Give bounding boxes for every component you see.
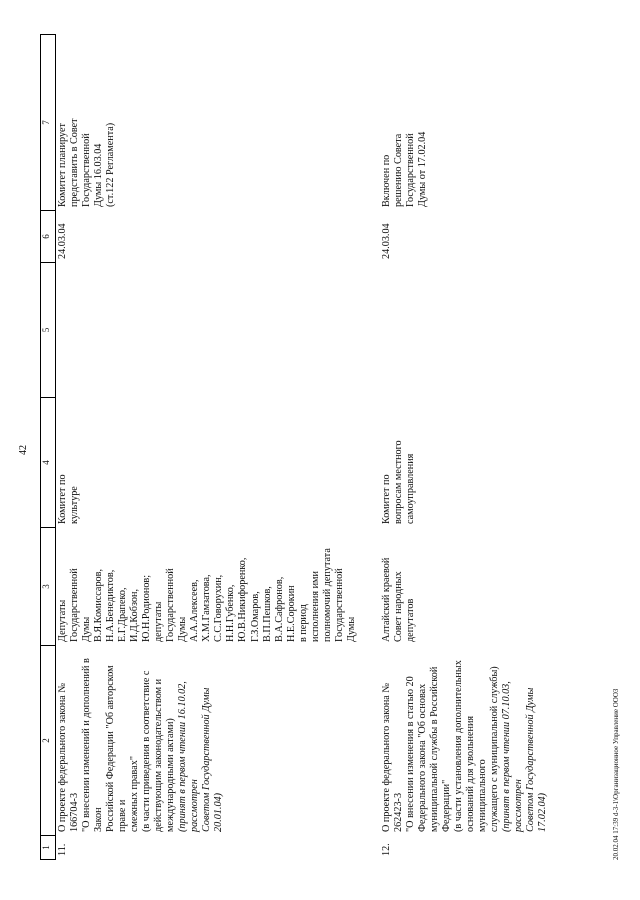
bill-line: О проекте федерального закона № 166704-3	[57, 682, 81, 832]
initiator-line: Думы	[177, 616, 189, 642]
date-cell: 24.03.04	[57, 223, 68, 259]
column-5-cell	[359, 263, 550, 398]
bill-line: Федерального закона "Об основах	[416, 683, 428, 832]
column-header: 7	[41, 35, 56, 211]
initiator-line: Ю.В.Никифоренко,	[237, 557, 249, 642]
initiator-line: Е.Г.Драпеко,	[117, 587, 129, 642]
initiator-line: В.П.Пешков,	[261, 586, 273, 642]
table-row	[359, 35, 550, 860]
initiator-line: депутатов	[404, 598, 416, 642]
initiator-line: В.Я.Комиссаров,	[93, 568, 105, 642]
page-number: 42	[18, 445, 29, 455]
note-cell	[56, 35, 359, 211]
initiator-line: Совет народных	[392, 571, 404, 642]
initiator-line: Государственной	[333, 568, 345, 642]
initiator-line: А.А.Алексеев,	[189, 579, 201, 642]
committee-line: культуре	[69, 486, 81, 524]
committee-line: самоуправления	[404, 453, 416, 524]
initiator-line: И.Д.Кобзон,	[129, 588, 141, 642]
note-line: Комитет планирует	[57, 123, 68, 207]
note-cell	[359, 35, 550, 211]
bill-line: Российской Федерации "Об авторском праве и	[105, 665, 129, 832]
initiator-line: Х.М.Гамзатова,	[201, 574, 213, 642]
note-line: представить в Совет	[69, 118, 81, 207]
bills-table	[40, 34, 550, 860]
table-row	[56, 35, 359, 860]
initiator-line: Н.Н.Губенко,	[225, 584, 237, 642]
bill-line: служащего с муниципальной службы)	[489, 666, 501, 832]
bill-status-line: (принят в первом чтении 07.10.03, рассмотрен	[501, 681, 525, 832]
bill-line: муниципальной службы в Российской	[428, 666, 440, 832]
note-line: Думы 16.03.04	[93, 143, 105, 207]
bill-status-line: (принят в первом чтении 16.10.02, рассмотрен	[177, 681, 201, 832]
initiator-line: в период	[297, 604, 309, 642]
column-header: 3	[41, 528, 56, 646]
row-number: 12.	[380, 843, 392, 856]
column-header: 2	[41, 646, 56, 836]
note-line: Государственной	[404, 133, 416, 207]
committee-line: вопросам местного	[392, 440, 404, 524]
bill-line: международными актами)	[165, 718, 177, 832]
column-header: 1	[41, 836, 56, 860]
bill-description	[56, 646, 359, 836]
bill-line: смежных правах"	[129, 756, 141, 832]
bill-line: (в части установления дополнительных	[452, 660, 464, 832]
table-header-row	[41, 35, 56, 860]
initiator-cell	[56, 528, 359, 646]
initiator-cell	[359, 528, 550, 646]
committee-cell	[359, 398, 550, 528]
committee-line: Комитет по	[380, 474, 392, 524]
bill-line: "О внесении изменений и дополнений в Закон	[81, 658, 105, 832]
column-header: 5	[41, 263, 56, 398]
row-number: 11.	[57, 843, 68, 856]
bill-line: (в части приведения в соответствие с	[141, 670, 153, 832]
bill-line: действующим законодательством и	[153, 678, 165, 832]
initiator-line: С.С.Говорухин,	[213, 574, 225, 642]
initiator-line: Алтайский краевой	[380, 557, 392, 642]
document-footer: 20.02.04 17:39 d-3-1\Организационное Управление ОООЗ	[612, 688, 620, 860]
committee-cell	[56, 398, 359, 528]
initiator-line: исполнения ими	[309, 571, 321, 642]
initiator-line: Ю.Н.Родионов;	[141, 574, 153, 642]
bill-line: оснований для увольнения муниципального	[465, 715, 489, 832]
initiator-line: Думы	[345, 616, 357, 642]
bill-status-line: Советом Государственной Думы 17.02.04)	[525, 687, 549, 832]
initiator-line: Депутаты	[57, 599, 68, 642]
note-line: Думы от 17.02.04	[416, 131, 428, 207]
initiator-line: Государственной	[165, 568, 177, 642]
note-line: (ст.122 Регламента)	[105, 122, 117, 207]
bill-description	[359, 646, 550, 836]
initiator-line: В.А.Сафронов,	[273, 576, 285, 642]
column-5-cell	[56, 263, 359, 398]
note-line: Государственной	[81, 133, 93, 207]
date-cell: 24.03.04	[380, 223, 392, 259]
committee-line: Комитет по	[57, 474, 68, 524]
bill-status-line: Советом Государственной Думы 20.01.04)	[201, 687, 225, 832]
initiator-line: депутаты	[153, 601, 165, 642]
initiator-line: Н.Е.Сорокин	[285, 585, 297, 642]
initiator-line: полномочий депутата	[321, 548, 333, 642]
column-header: 4	[41, 398, 56, 528]
note-line: решению Совета	[392, 133, 404, 207]
bill-line: Федерации"	[440, 779, 452, 832]
initiator-line: Государственной	[69, 568, 81, 642]
bill-line: "О внесении изменения в статью 20	[404, 676, 416, 832]
note-line: Включен по	[380, 154, 392, 207]
initiator-line: Г.З.Омаров,	[249, 591, 261, 642]
initiator-line: Н.А.Бенедиктов,	[105, 569, 117, 642]
column-header: 6	[41, 211, 56, 263]
bill-line: О проекте федерального закона № 262423-3	[380, 682, 404, 832]
initiator-line: Думы	[81, 616, 93, 642]
